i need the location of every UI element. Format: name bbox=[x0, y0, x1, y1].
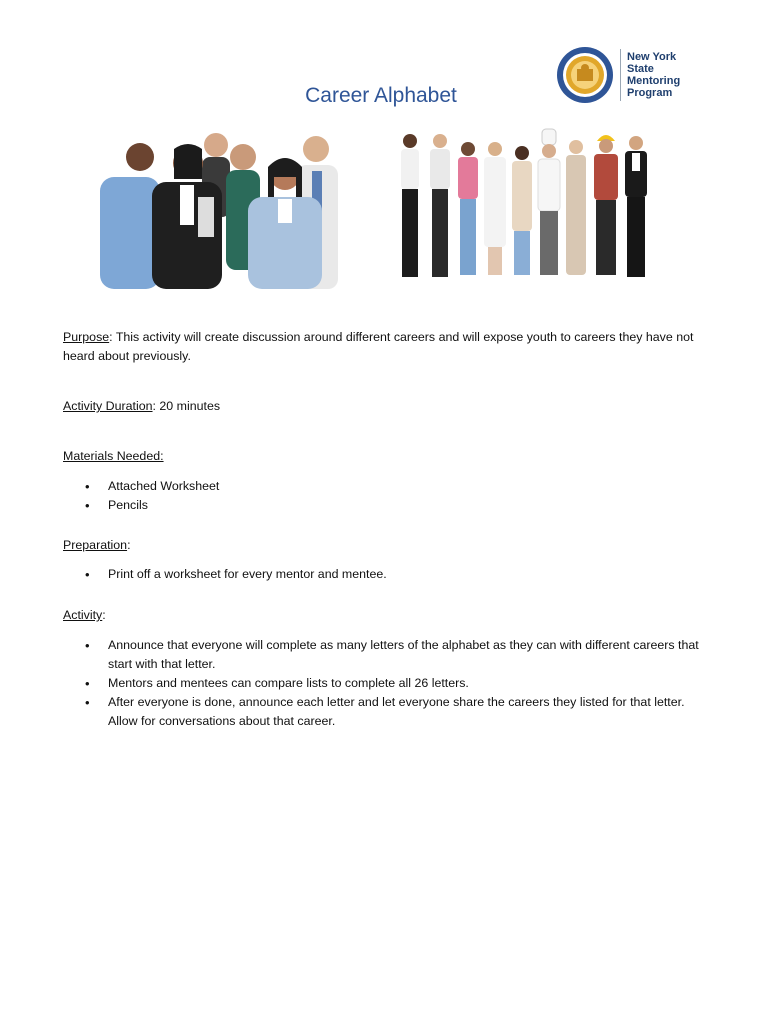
logo-line-3: Program bbox=[627, 87, 673, 99]
activity-list bbox=[63, 636, 713, 731]
duration-paragraph bbox=[63, 397, 713, 416]
preparation-heading bbox=[63, 536, 713, 555]
preparation-suffix: : bbox=[127, 538, 131, 552]
preparation-list bbox=[63, 565, 713, 584]
materials-section bbox=[63, 447, 713, 515]
various-professions-photo bbox=[388, 127, 672, 283]
purpose-text: : This activity will create discussion around different careers and will expose youth to careers they have not heard about previously. bbox=[63, 330, 694, 363]
list-item: • Pencils bbox=[63, 496, 713, 515]
list-item: • After everyone is done, announce each letter and let everyone share the careers they listed for that letter. Allow for conversations about that career. bbox=[63, 693, 713, 731]
duration-text: : 20 minutes bbox=[152, 399, 221, 413]
activity-heading bbox=[63, 606, 713, 625]
purpose-section bbox=[63, 328, 713, 366]
materials-list bbox=[63, 477, 713, 515]
duration-label: Activity Duration bbox=[63, 399, 153, 413]
preparation-label: Preparation bbox=[63, 538, 128, 552]
purpose-paragraph bbox=[63, 328, 713, 366]
list-item: • Mentors and mentees can compare lists to complete all 26 letters. bbox=[63, 674, 713, 693]
healthcare-workers-photo bbox=[98, 127, 354, 289]
activity-suffix: : bbox=[102, 608, 106, 622]
list-item: • Attached Worksheet bbox=[63, 477, 713, 496]
activity-label: Activity bbox=[63, 608, 103, 622]
logo-line-2: Mentoring bbox=[627, 75, 681, 87]
logo-line-1: New York State bbox=[627, 51, 677, 75]
duration-section bbox=[63, 397, 713, 416]
page-title: Career Alphabet bbox=[305, 84, 457, 107]
preparation-section bbox=[63, 536, 713, 584]
purpose-label: Purpose bbox=[63, 330, 110, 344]
list-item: • Print off a worksheet for every mentor and mentee. bbox=[63, 565, 713, 584]
materials-label: Materials Needed: bbox=[63, 449, 164, 463]
activity-section bbox=[63, 606, 713, 731]
list-item: • Announce that everyone will complete as many letters of the alphabet as they can with different careers that start with that letter. bbox=[63, 636, 713, 674]
